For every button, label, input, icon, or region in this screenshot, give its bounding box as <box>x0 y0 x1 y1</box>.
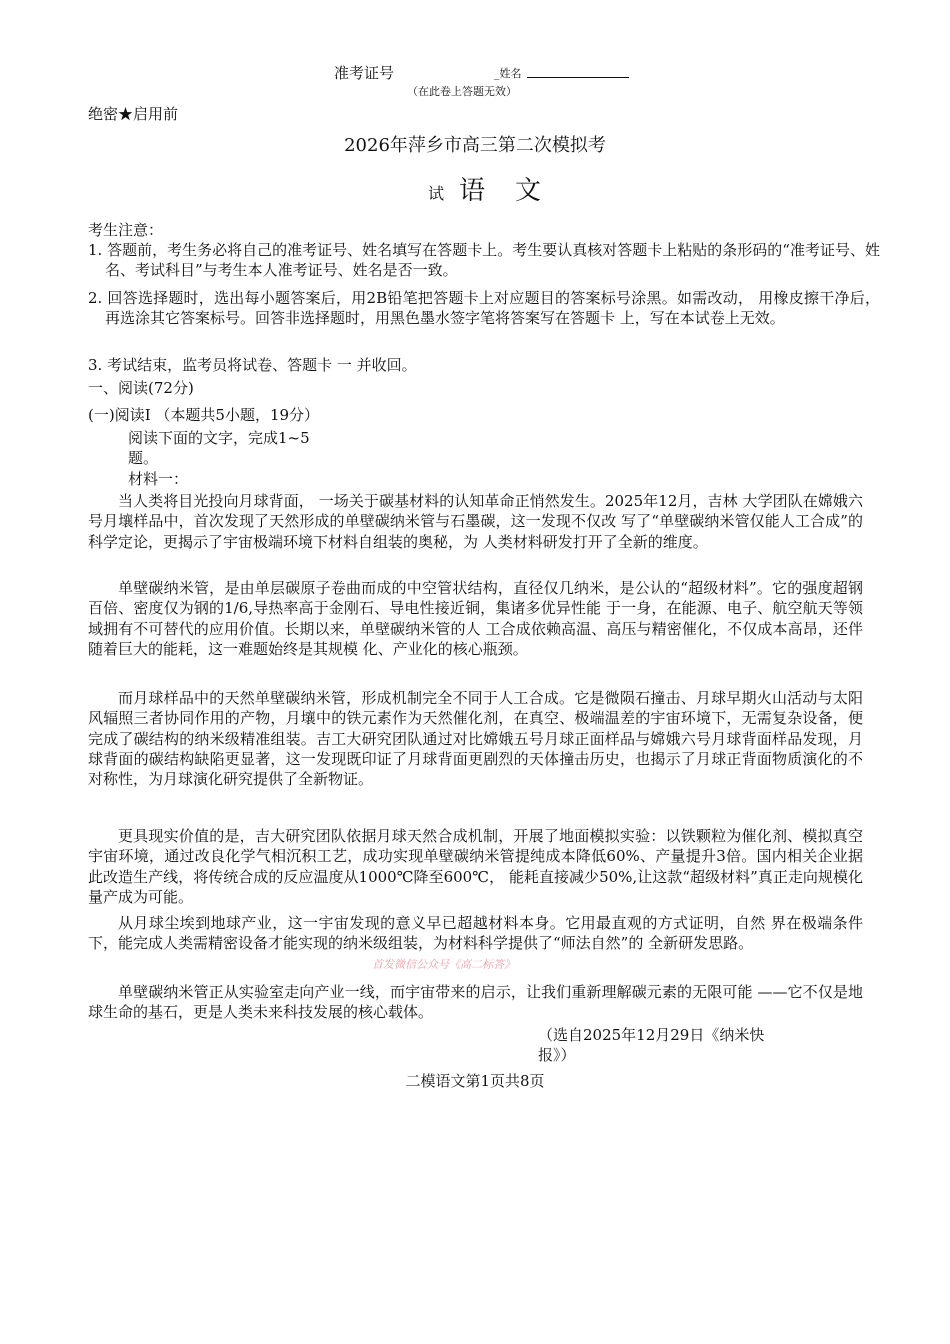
invalid-note: （在此卷上答题无效） <box>407 85 517 98</box>
instruction-line-2: 题。 <box>128 449 159 467</box>
secret-mark: 绝密★启用前 <box>88 105 179 123</box>
exam-title: 2026年萍乡市高三第二次模拟考 <box>344 135 606 156</box>
notice-item-3: 3. 考试结束，监考员将试卷、答题卡 一 并收回。 <box>88 356 417 374</box>
title-shi: 试 <box>428 184 445 203</box>
subject-title: 语 文 <box>459 176 544 206</box>
name-underline <box>527 77 629 78</box>
notice-item-1: 1. 答题前，考生务必将自己的准考证号、姓名填写在答题卡上。考生要认真核对答题卡上粘贴的条形码的“准考证号、姓名、考试科目”与考生本人准考证号、姓名是否一致。 <box>88 241 880 280</box>
notice-heading: 考生注意： <box>88 221 164 239</box>
paragraph-3: 而月球样品中的天然单壁碳纳米管，形成机制完全不同于人工合成。它是微陨石撞击、月球早期火山活动与太阳风辐照三者协同作用的产物，月壤中的铁元素作为天然催化剂，在真空、极端温差的宇宙环境下，无需复杂设备，便完成了碳结构的纳米级精准组装。吉工大研究团队通过对比嫦娥五号月球正面样品与嫦娥六号月球背面样品发现，月球背面的碳结构缺陷更显著，这一发现既印证了月球背面更剧烈的天体撞击历史，也揭示了月球正背面物质演化的不对称性，为月球演化研究提供了全新物证。 <box>88 689 863 789</box>
subsection-title: (一)阅读Ⅰ （本题共5小题，19分） <box>88 406 320 424</box>
source-line-2: 报》） <box>538 1046 576 1064</box>
page-footer: 二模语文第1页共8页 <box>405 1072 545 1090</box>
paragraph-1: 当人类将目光投向月球背面， 一场关于碳基材料的认知革命正悄然发生。2025年12月，吉林 大学团队在嫦娥六号月壤样品中，首次发现了天然形成的单壁碳纳米管与石墨碳，这一发现不仅改 写了“单壁碳纳米管仅能人工合成”的科学定论，更揭示了宇宙极端环境下材料自组装的奥秘，为 人类材料研发打开了全新的维度。 <box>88 492 863 551</box>
material-label: 材料一： <box>128 470 189 488</box>
instruction-line-1: 阅读下面的文字，完成1~5 <box>128 429 310 447</box>
paragraph-5: 从月球尘埃到地球产业，这一宇宙发现的意义早已超越材料本身。它用最直观的方式证明，自然 界在极端条件下，能完成人类需精密设备才能实现的纳米级组装，为材料科学提供了“师法自然”的 全新研发思路。 <box>88 914 863 953</box>
paragraph-2: 单壁碳纳米管，是由单层碳原子卷曲而成的中空管状结构，直径仅几纳米，是公认的“超级材料”。它的强度超钢百倍、密度仅为钢的1/6,导热率高于金刚石、导电性接近铜，集诸多优异性能 于一身，在能源、电子、航空航天等领域拥有不可替代的应用价值。长期以来，单壁碳纳米管的人 工合成依赖高温、高压与精密催化，不仅成本高昂，还伴随着巨大的能耗，这一难题始终是其规模 化、产业化的核心瓶颈。 <box>88 579 863 658</box>
section-title: 一、阅读(72分) <box>88 379 194 397</box>
paragraph-6: 单壁碳纳米管正从实验室走向产业一线，而宇宙带来的启示，让我们重新理解碳元素的无限可能 ——它不仅是地球生命的基石，更是人类未来科技发展的核心载体。 <box>88 983 863 1022</box>
paragraph-4: 更具现实价值的是，吉大研究团队依据月球天然合成机制，开展了地面模拟实验：以铁颗粒为催化剂、模拟真空宇宙环境，通过改良化学气相沉积工艺，成功实现单壁碳纳米管提纯成本降低60%、产量提升3倍。国内相关企业据此改造生产线，将传统合成的反应温度从1000℃降至600℃， 能耗直接减少50%,让这款“超级材料”真正走向规模化量产成为可能。 <box>88 827 863 906</box>
watermark: 首发微信公众号《高二标答》 <box>372 958 515 971</box>
exam-id-label: 准考证号 <box>334 64 395 82</box>
notice-item-2: 2. 回答选择题时，选出每小题答案后，用2B铅笔把答题卡上对应题目的答案标号涂黑。如需改动， 用橡皮擦干净后，再选涂其它答案标号。回答非选择题时，用黑色墨水签字笔将答案写在答题卡 上，写在本试卷上无效。 <box>88 289 880 328</box>
source-line-1: （选自2025年12月29日《纳米快 <box>538 1026 765 1044</box>
name-label: _姓名 <box>494 67 522 80</box>
